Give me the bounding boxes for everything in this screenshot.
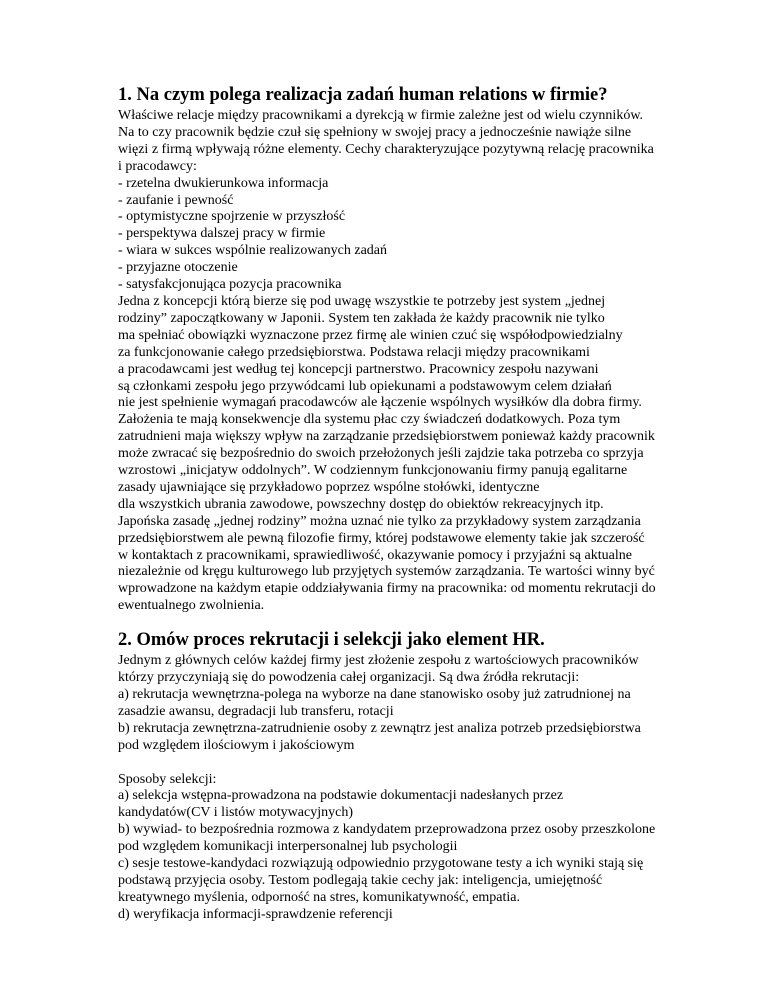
text-line: wzrostowi „inicjatyw oddolnych”. W codziennym funkcjonowaniu firmy panują egalitarne [118,463,628,479]
text-line: którzy przyczyniają się do powodzenia całej organizacji. Są dwa źródła rekrutacji: [118,670,580,686]
list-item: a) selekcja wstępna-prowadzona na podstawie dokumentacji nadesłanych przez [118,788,564,804]
list-item: d) weryfikacja informacji-sprawdzenie referencji [118,906,393,922]
paragraph-gap [118,755,666,772]
list-item: b) wywiad- to bezpośrednia rozmowa z kandydatem przeprowadzona przez osoby przeszkolone [118,822,656,838]
list-item: - zaufanie i pewność [118,192,234,208]
list-item: - rzetelna dwukierunkowa informacja [118,175,329,191]
subheading: Sposoby selekcji: [118,771,217,787]
text-line: Właściwe relacje między pracownikami a dyrekcją w firmie zależne jest od wielu czynników. [118,108,644,123]
text-line: zasadzie awansu, degradacji lub transferu, rotacji [118,703,394,719]
text-line: kandydatów(CV i listów motywacyjnych) [118,805,353,821]
text-line: może zwracać się bezpośrednio do swoich przełożonych jeśli zajdzie taka potrzeba co sprzyja [118,446,644,462]
text-line: dla wszystkich ubrania zawodowe, powszechny dostęp do obiektów rekreacyjnych itp. [118,496,604,512]
text-line: a pracodawcami jest według tej koncepcji partnerstwo. Pracownicy zespołu nazywani [118,361,599,377]
list-item: b) rekrutacja zewnętrzna-zatrudnienie osoby z zewnątrz jest analiza potrzeb przedsiębiorstwa [118,720,641,736]
list-item: - optymistyczne spojrzenie w przyszłość [118,209,346,225]
text-line: ewentualnego zwolnienia. [118,598,265,614]
list-item: - perspektywa dalszej pracy w firmie [118,226,326,242]
text-line: niezależnie od kręgu kulturowego lub przyjętych systemów zarządzania. Te wartości winny być [118,564,655,580]
list-item: - satysfakcjonująca pozycja pracownika [118,277,342,293]
text-line: przedsiębiorstwem ale pewną filozofie firmy, której podstawowe elementy takie jak szczerość [118,530,645,546]
list-item: - przyjazne otoczenie [118,260,238,276]
text-line: Na to czy pracownik będzie czuł się spełniony w swojej pracy a jednocześnie nawiąże silne [118,124,632,140]
text-line: nie jest spełnienie wymagań pracodawców ale łączenie wspólnych wysiłków dla dobra firmy. [118,395,642,411]
text-line: kreatywnego myślenia, odporność na stres, komunikatywność, empatia. [118,889,521,905]
text-line: Jedna z koncepcji którą bierze się pod uwagę wszystkie te potrzeby jest system „jednej [118,293,606,309]
text-line: Japońska zasadę „jednej rodziny” można uznać nie tylko za przykładowy system zarządzania [118,513,641,529]
text-line: Założenia te mają konsekwencje dla systemu płac czy świadczeń dodatkowych. Poza tym [118,412,621,428]
text-line: ma spełniać obowiązki wyznaczone przez firmę ale winien czuć się współodpowiedzialny [118,327,623,343]
document-content [118,84,666,924]
text-line: podstawą przyjęcia osoby. Testom podlegają takie cechy jak: inteligencja, umiejętność [118,872,603,888]
text-line: za funkcjonowanie całego przedsiębiorstwa. Podstawa relacji między pracownikami [118,344,590,360]
text-line: rodziny” zapoczątkowany w Japonii. System ten zakłada że każdy pracownik nie tylko [118,310,605,326]
list-item: c) sesje testowe-kandydaci rozwiązują odpowiednio przygotowane testy a ich wyniki stają się [118,856,644,872]
section-2-title: 2. Omów proces rekrutacji i selekcji jako element HR. [118,630,545,651]
text-line: wprowadzone na każdym etapie oddziaływania firmy na pracownika: od momentu rekrutacji do [118,581,656,597]
text-line: więzi z firmą wpływają różne elementy. Cechy charakteryzujące pozytywną relację pracownika [118,141,654,157]
list-item: a) rekrutacja wewnętrzna-polega na wyborze na dane stanowisko osoby już zatrudnionej na [118,687,631,702]
list-item: - wiara w sukces wspólnie realizowanych zadań [118,243,388,259]
text-line: Jednym z głównych celów każdej firmy jest złożenie zespołu z wartościowych pracowników [118,653,639,669]
text-line: w kontaktach z pracownikami, sprawiedliwość, okazywanie pomocy i przyjaźni są aktualne [118,547,632,563]
text-line: pod względem komunikacji interpersonalnej lub psychologii [118,839,458,855]
text-line: i pracodawcy: [118,158,197,174]
text-line: pod względem ilościowym i jakościowym [118,737,355,753]
section-1-title: 1. Na czym polega realizacja zadań human relations w firmie? [118,85,608,105]
section-1-body [118,108,666,615]
text-line: zatrudnieni maja większy wpływ na zarządzanie przedsiębiorstwem ponieważ każdy pracownik [118,429,655,445]
section-2-body [118,653,666,923]
text-line: są członkami zespołu jego przywódcami lub opiekunami a podstawowym celem działań [118,378,612,394]
text-line: zasady ujawniające się przykładowo poprzez wspólne stołówki, identyczne [118,479,540,495]
